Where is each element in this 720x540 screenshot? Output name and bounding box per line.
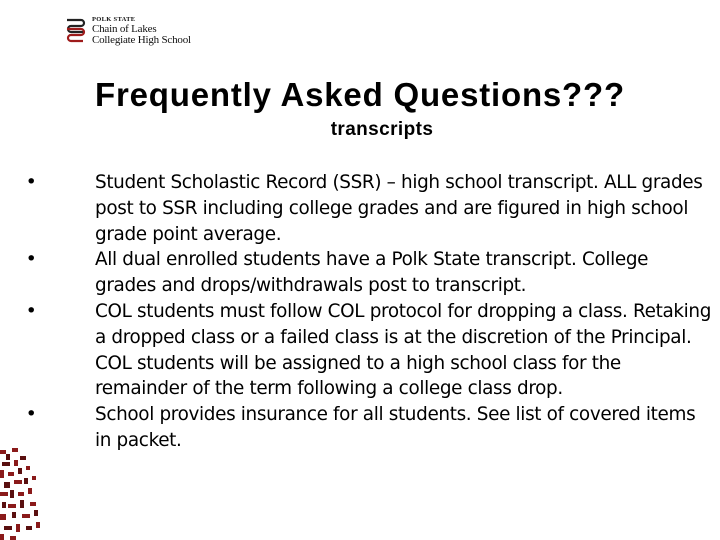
bullet-item (24, 299, 714, 402)
logo-line-1: POLK STATE (92, 16, 136, 23)
logo-line-3: Collegiate High School (92, 34, 191, 46)
school-logo (64, 16, 191, 48)
logo-wordmark (92, 16, 191, 46)
bullet-item (24, 402, 714, 454)
bullet-text: All dual enrolled students have a Polk State transcript. College grades and drops/withdrawals post to transcript. (95, 249, 649, 297)
bullet-icon: • (25, 403, 37, 426)
bullet-icon: • (25, 248, 37, 271)
slide-title: Frequently Asked Questions??? (95, 76, 625, 113)
slide-subtitle: transcripts (330, 119, 434, 140)
polk-state-logo-icon (64, 16, 86, 46)
bullet-item (24, 170, 714, 247)
bullet-text: COL students must follow COL protocol for dropping a class. Retaking a dropped class or a failed class is at the discretion of the Principal. COL students will be assigned to a high school class for the remainder of the term following a college class drop. (95, 300, 712, 400)
bullet-item (24, 247, 714, 299)
logo-line-2: Chain of Lakes (92, 23, 157, 35)
bullet-icon: • (25, 171, 37, 193)
bullet-list (24, 170, 714, 454)
pattern-blocks (0, 448, 40, 540)
bullet-text: Student Scholastic Record (SSR) – high school transcript. ALL grades post to SSR including college grades and are figured in high school grade point average. (95, 172, 703, 245)
bullet-text: School provides insurance for all students. See list of covered items in packet. (95, 404, 696, 451)
decorative-pixel-pattern (0, 440, 44, 540)
bullet-icon: • (25, 299, 37, 322)
